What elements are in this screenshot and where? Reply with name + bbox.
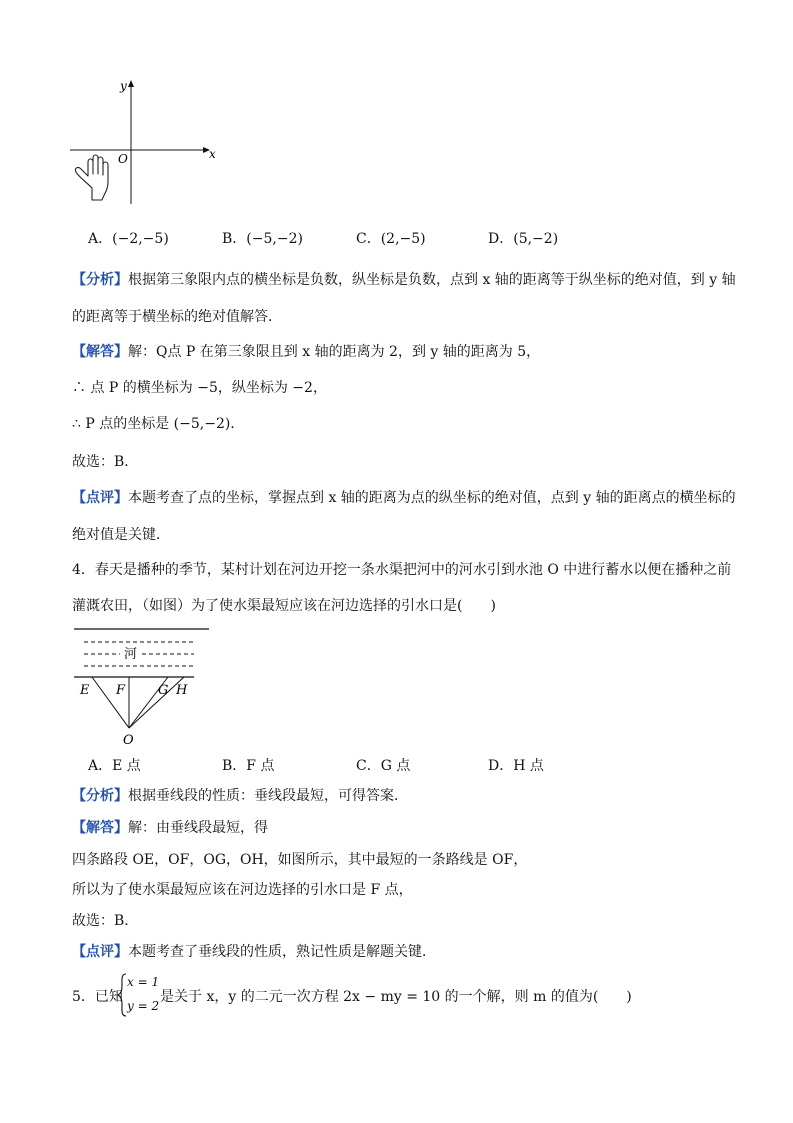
q4-solution-answer: 故选：B． [72,913,139,929]
q4-comment-line1 [72,942,436,962]
q4-option-d[interactable] [488,756,544,776]
option-letter: B． [222,231,247,247]
q4-solution-line1 [72,818,268,838]
option-text: (2,−5) [380,231,426,247]
option-text: E 点 [112,758,141,774]
option-letter: C． [356,231,381,247]
q3-option-d[interactable] [488,229,558,249]
analysis-text: 根据第三象限内点的横坐标是负数，纵坐标是负数，点到 x 轴的距离等于纵坐标的绝对值，到 y 轴 [128,272,736,288]
comment-text: 本题考查了垂线段的性质，熟记性质是解题关键． [128,944,436,960]
comment-tag: 【点评】 [72,490,128,506]
x-axis-label: x [209,147,216,161]
option-text: G 点 [380,758,411,774]
solution-tag: 【解答】 [72,344,128,360]
analysis-tag: 【分析】 [72,272,128,288]
q3-coordinate-figure [66,76,226,206]
q4-option-b[interactable] [222,756,274,776]
q4-river-figure [72,624,217,749]
option-letter: C． [356,758,381,774]
solution-text: 解：由垂线段最短，得 [128,820,268,836]
q4-option-a[interactable] [88,756,141,776]
point-e-label: E [80,683,90,698]
q5-suffix: 是关于 x，y 的二元一次方程 2x − my = 10 的一个解，则 m 的值为( ) [160,989,632,1005]
q4-stem-line1: 4．春天是播种的季节，某村计划在河边开挖一条水渠把河中的河水引到水池 O 中进行蓄水以便在播种之前 [72,562,732,578]
q4-option-c[interactable] [356,756,410,776]
q3-comment-line2: 绝对值是关键． [72,527,170,543]
q3-comment-line1 [72,488,736,508]
option-letter: D． [488,758,514,774]
river-label: 河 [124,647,138,662]
q3-solution-line3: ∴ P 点的坐标是 (−5,−2)． [72,416,245,432]
option-text: (−5,−2) [246,231,303,247]
q5-eq2: y = 2 [127,999,160,1013]
q4-solution-line2: 四条路段 OE，OF，OG，OH，如图所示，其中最短的一条路线是 OF， [72,852,528,868]
pool-o-label: O [123,733,134,748]
q4-analysis-line1 [72,786,408,806]
point-g-label: G [158,683,169,698]
q4-stem-line2: 灌溉农田，（如图）为了使水渠最短应该在河边选择的引水口是( ) [72,598,496,614]
comment-text: 本题考查了点的坐标，掌握点到 x 轴的距离为点的纵坐标的绝对值，点到 y 轴的距离点的横坐标的 [128,490,736,506]
q3-solution-line1 [72,342,540,362]
option-text: F 点 [246,758,275,774]
option-text: (5,−2) [513,231,559,247]
option-letter: D． [488,231,514,247]
origin-label: O [118,152,128,166]
solution-tag: 【解答】 [72,820,128,836]
q3-solution-line2: ∴ 点 P 的横坐标为 −5，纵坐标为 −2， [72,380,327,396]
point-f-label: F [116,683,126,698]
option-letter: B． [222,758,247,774]
analysis-tag: 【分析】 [72,788,128,804]
comment-tag: 【点评】 [72,944,128,960]
q4-solution-line3: 所以为了使水渠最短应该在河边选择的引水口是 F 点， [72,882,413,898]
q3-solution-answer: 故选：B． [72,454,139,470]
option-text: (−2,−5) [112,231,169,247]
q3-option-b[interactable] [222,229,303,249]
q5-prefix: 5．已知 [72,989,123,1005]
option-letter: A． [88,231,113,247]
q3-analysis-line2: 的距离等于横坐标的绝对值解答． [72,309,282,325]
analysis-text: 根据垂线段的性质：垂线段最短，可得答案． [128,788,408,804]
point-h-label: H [176,683,188,698]
option-letter: A． [88,758,113,774]
q5-eq1: x = 1 [127,975,160,989]
option-text: H 点 [513,758,544,774]
solution-text: 解：Q点 P 在第三象限且到 x 轴的距离为 2，到 y 轴的距离为 5， [128,344,541,360]
hand-icon [75,155,108,200]
q3-option-c[interactable] [356,229,426,249]
q3-analysis-line1 [72,270,736,290]
y-axis-arrow [128,80,134,87]
q3-option-a[interactable] [88,229,169,249]
y-axis-label: y [120,79,127,93]
